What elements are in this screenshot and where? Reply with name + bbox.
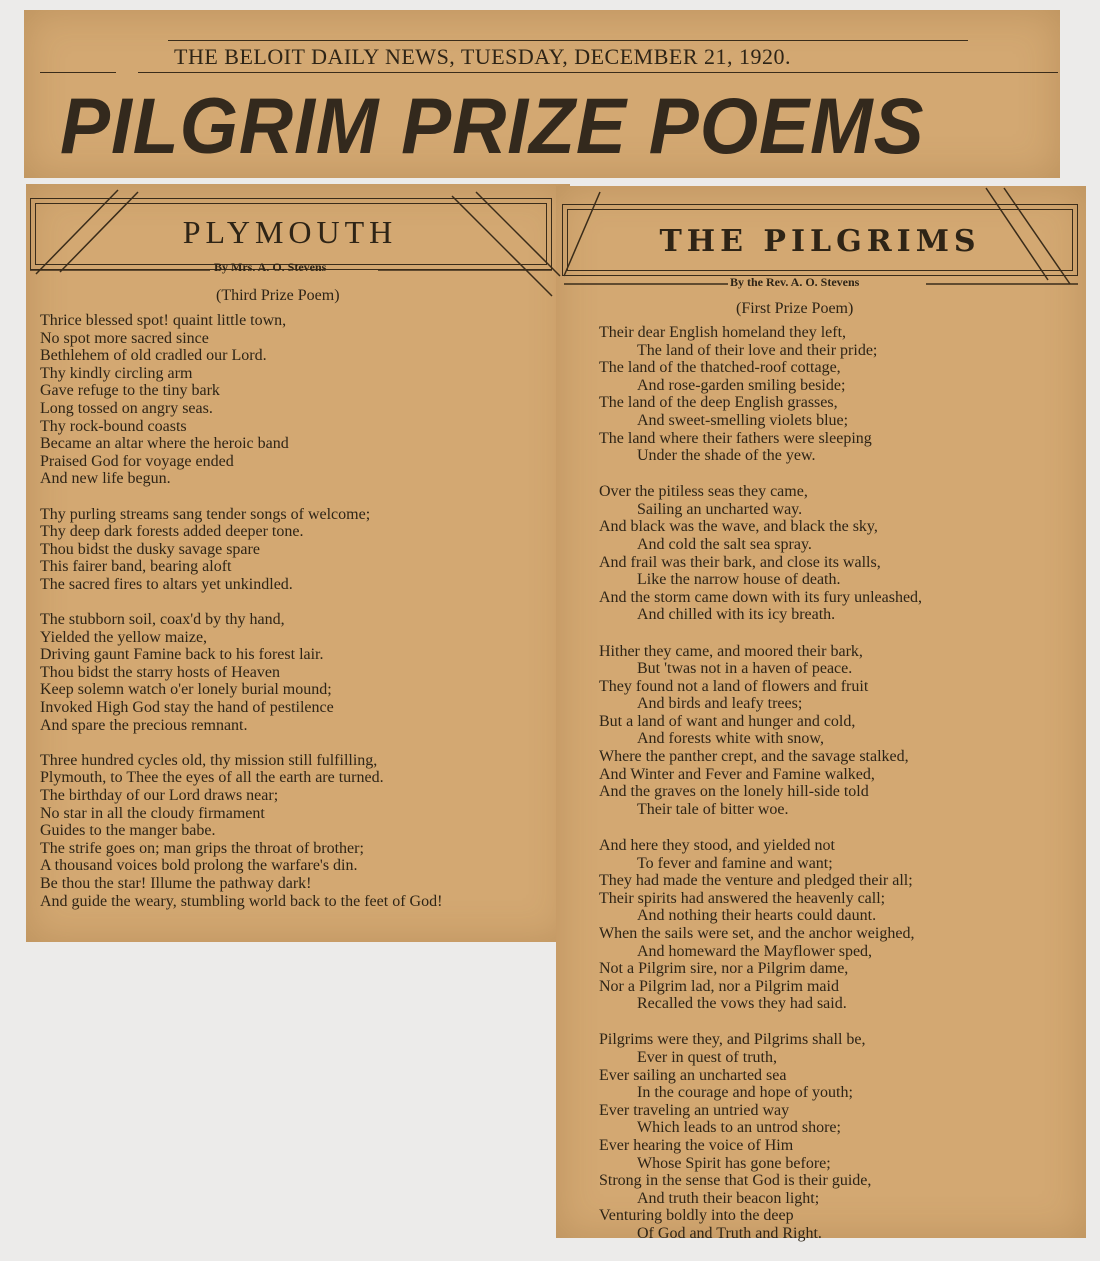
right-stanza xyxy=(599,483,1069,624)
left-line: No spot more sacred since xyxy=(40,329,209,347)
right-line: Nor a Pilgrim lad, nor a Pilgrim maid xyxy=(599,977,839,995)
right-line: And sweet-smelling violets blue; xyxy=(637,411,849,429)
right-line: Recalled the vows they had said. xyxy=(637,995,847,1013)
right-stanza xyxy=(599,1031,1069,1242)
right-line: And Winter and Fever and Famine walked, xyxy=(599,765,875,783)
right-line: Sailing an uncharted way. xyxy=(637,500,803,518)
right-line: And rose-garden smiling beside; xyxy=(637,376,846,394)
right-line: Ever in quest of truth, xyxy=(637,1048,777,1066)
left-line: A thousand voices bold prolong the warfare's din. xyxy=(40,857,358,875)
right-line: Their spirits had answered the heavenly call; xyxy=(599,889,886,907)
right-line: In the courage and hope of youth; xyxy=(637,1084,853,1102)
right-line: And black was the wave, and black the sky, xyxy=(599,518,878,536)
plymouth-title: PLYMOUTH xyxy=(182,214,398,250)
left-line: Yielded the yellow maize, xyxy=(40,628,208,646)
masthead-title: PILGRIM PRIZE POEMS xyxy=(60,81,925,170)
right-stanza xyxy=(599,643,1069,819)
right-line: And nothing their hearts could daunt. xyxy=(637,907,877,925)
right-line: But a land of want and hunger and cold, xyxy=(599,712,856,730)
left-line: Guides to the manger babe. xyxy=(40,822,216,840)
right-line: To fever and famine and want; xyxy=(637,854,833,872)
plymouth-prize-label: (Third Prize Poem) xyxy=(216,287,340,304)
left-line: Thou bidst the dusky savage spare xyxy=(40,540,260,558)
left-line: This fairer band, bearing aloft xyxy=(40,558,232,576)
right-line: And the graves on the lonely hill-side told xyxy=(599,783,869,801)
right-line: And birds and leafy trees; xyxy=(637,695,803,713)
right-line: Ever sailing an uncharted sea xyxy=(599,1066,787,1084)
right-stanza xyxy=(599,837,1069,1013)
left-stanza xyxy=(40,611,570,734)
right-line: Their tale of bitter woe. xyxy=(637,800,789,818)
right-line: Like the narrow house of death. xyxy=(637,571,841,589)
right-line: And forests white with snow, xyxy=(637,730,824,748)
left-line: The strife goes on; man grips the throat of brother; xyxy=(40,839,364,857)
left-line: And new life begun. xyxy=(40,470,171,488)
dateline-top-rule xyxy=(168,40,968,41)
right-line: When the sails were set, and the anchor weighed, xyxy=(599,924,915,942)
left-line: Thy rock-bound coasts xyxy=(40,417,187,435)
right-line: Where the panther crept, and the savage stalked, xyxy=(599,748,909,766)
right-line: Whose Spirit has gone before; xyxy=(637,1154,831,1172)
right-line: And frail was their bark, and close its walls, xyxy=(599,553,881,571)
left-line: Praised God for voyage ended xyxy=(40,452,234,470)
right-line: And truth their beacon light; xyxy=(637,1189,820,1207)
dateline: THE BELOIT DAILY NEWS, TUESDAY, DECEMBER 21, 1920. xyxy=(174,44,792,69)
right-line: The land where their fathers were sleeping xyxy=(599,429,872,447)
right-line: They had made the venture and pledged their all; xyxy=(599,872,913,890)
right-line: And here they stood, and yielded not xyxy=(599,836,835,854)
pilgrims-poem-body xyxy=(599,324,1069,1261)
left-line: Long tossed on angry seas. xyxy=(40,399,213,417)
left-line: No star in all the cloudy firmament xyxy=(40,804,265,822)
right-line: The land of their love and their pride; xyxy=(637,341,878,359)
left-line: Thou bidst the starry hosts of Heaven xyxy=(40,663,280,681)
left-line: And guide the weary, stumbling world back to the feet of God! xyxy=(40,892,443,910)
left-line: Plymouth, to Thee the eyes of all the earth are turned. xyxy=(40,769,384,787)
pilgrims-byline: By the Rev. A. O. Stevens xyxy=(730,275,860,289)
plymouth-byline: By Mrs. A. O. Stevens xyxy=(214,260,327,274)
right-line: Not a Pilgrim sire, nor a Pilgrim dame, xyxy=(599,960,849,978)
left-line: Gave refuge to the tiny bark xyxy=(40,382,220,400)
right-line: And cold the salt sea spray. xyxy=(637,536,812,554)
right-line: Ever hearing the voice of Him xyxy=(599,1136,794,1154)
right-line: Which leads to an untrod shore; xyxy=(637,1119,841,1137)
left-line: Invoked High God stay the hand of pestilence xyxy=(40,699,334,717)
right-line: Strong in the sense that God is their guide, xyxy=(599,1172,872,1190)
right-stanza xyxy=(599,324,1069,465)
right-line: And homeward the Mayflower sped, xyxy=(637,942,873,960)
right-line: Venturing boldly into the deep xyxy=(599,1207,794,1225)
plymouth-poem-body xyxy=(40,312,570,928)
masthead-rule-left xyxy=(40,72,116,73)
right-line: Ever traveling an untried way xyxy=(599,1101,790,1119)
left-line: Three hundred cycles old, thy mission still fulfilling, xyxy=(40,751,378,769)
left-line: Keep solemn watch o'er lonely burial mound; xyxy=(40,681,332,699)
left-line: Driving gaunt Famine back to his forest lair. xyxy=(40,646,324,664)
left-line: Thy kindly circling arm xyxy=(40,364,193,382)
right-line: Of God and Truth and Right. xyxy=(637,1224,822,1242)
left-line: The sacred fires to altars yet unkindled. xyxy=(40,575,293,593)
right-line: Pilgrims were they, and Pilgrims shall be, xyxy=(599,1031,866,1049)
left-line: Thy purling streams sang tender songs of welcome; xyxy=(40,505,371,523)
pilgrims-prize-label: (First Prize Poem) xyxy=(736,300,854,317)
left-line: And spare the precious remnant. xyxy=(40,716,248,734)
right-line: And chilled with its icy breath. xyxy=(637,606,836,624)
pilgrims-title: THE PILGRIMS xyxy=(659,224,981,259)
left-stanza xyxy=(40,312,570,488)
left-line: The stubborn soil, coax'd by thy hand, xyxy=(40,611,285,629)
left-line: Be thou the star! Illume the pathway dark! xyxy=(40,875,312,892)
masthead-rule-right xyxy=(138,72,1058,73)
right-line: But 'twas not in a haven of peace. xyxy=(637,660,853,678)
right-line: Under the shade of the yew. xyxy=(637,447,816,465)
left-line: The birthday of our Lord draws near; xyxy=(40,787,279,805)
right-line: The land of the deep English grasses, xyxy=(599,394,838,412)
right-line: They found not a land of flowers and fruit xyxy=(599,677,869,695)
left-line: Thy deep dark forests added deeper tone. xyxy=(40,523,304,541)
right-line: Hither they came, and moored their bark, xyxy=(599,642,863,660)
left-stanza xyxy=(40,506,570,594)
left-line: Bethlehem of old cradled our Lord. xyxy=(40,347,267,365)
left-line: Thrice blessed spot! quaint little town, xyxy=(40,312,287,329)
right-line: Their dear English homeland they left, xyxy=(599,324,847,341)
right-line: And the storm came down with its fury unleashed, xyxy=(599,588,923,606)
left-line: Became an altar where the heroic band xyxy=(40,435,289,453)
left-stanza xyxy=(40,752,570,910)
right-line: The land of the thatched-roof cottage, xyxy=(599,359,841,377)
right-line: Over the pitiless seas they came, xyxy=(599,483,808,501)
